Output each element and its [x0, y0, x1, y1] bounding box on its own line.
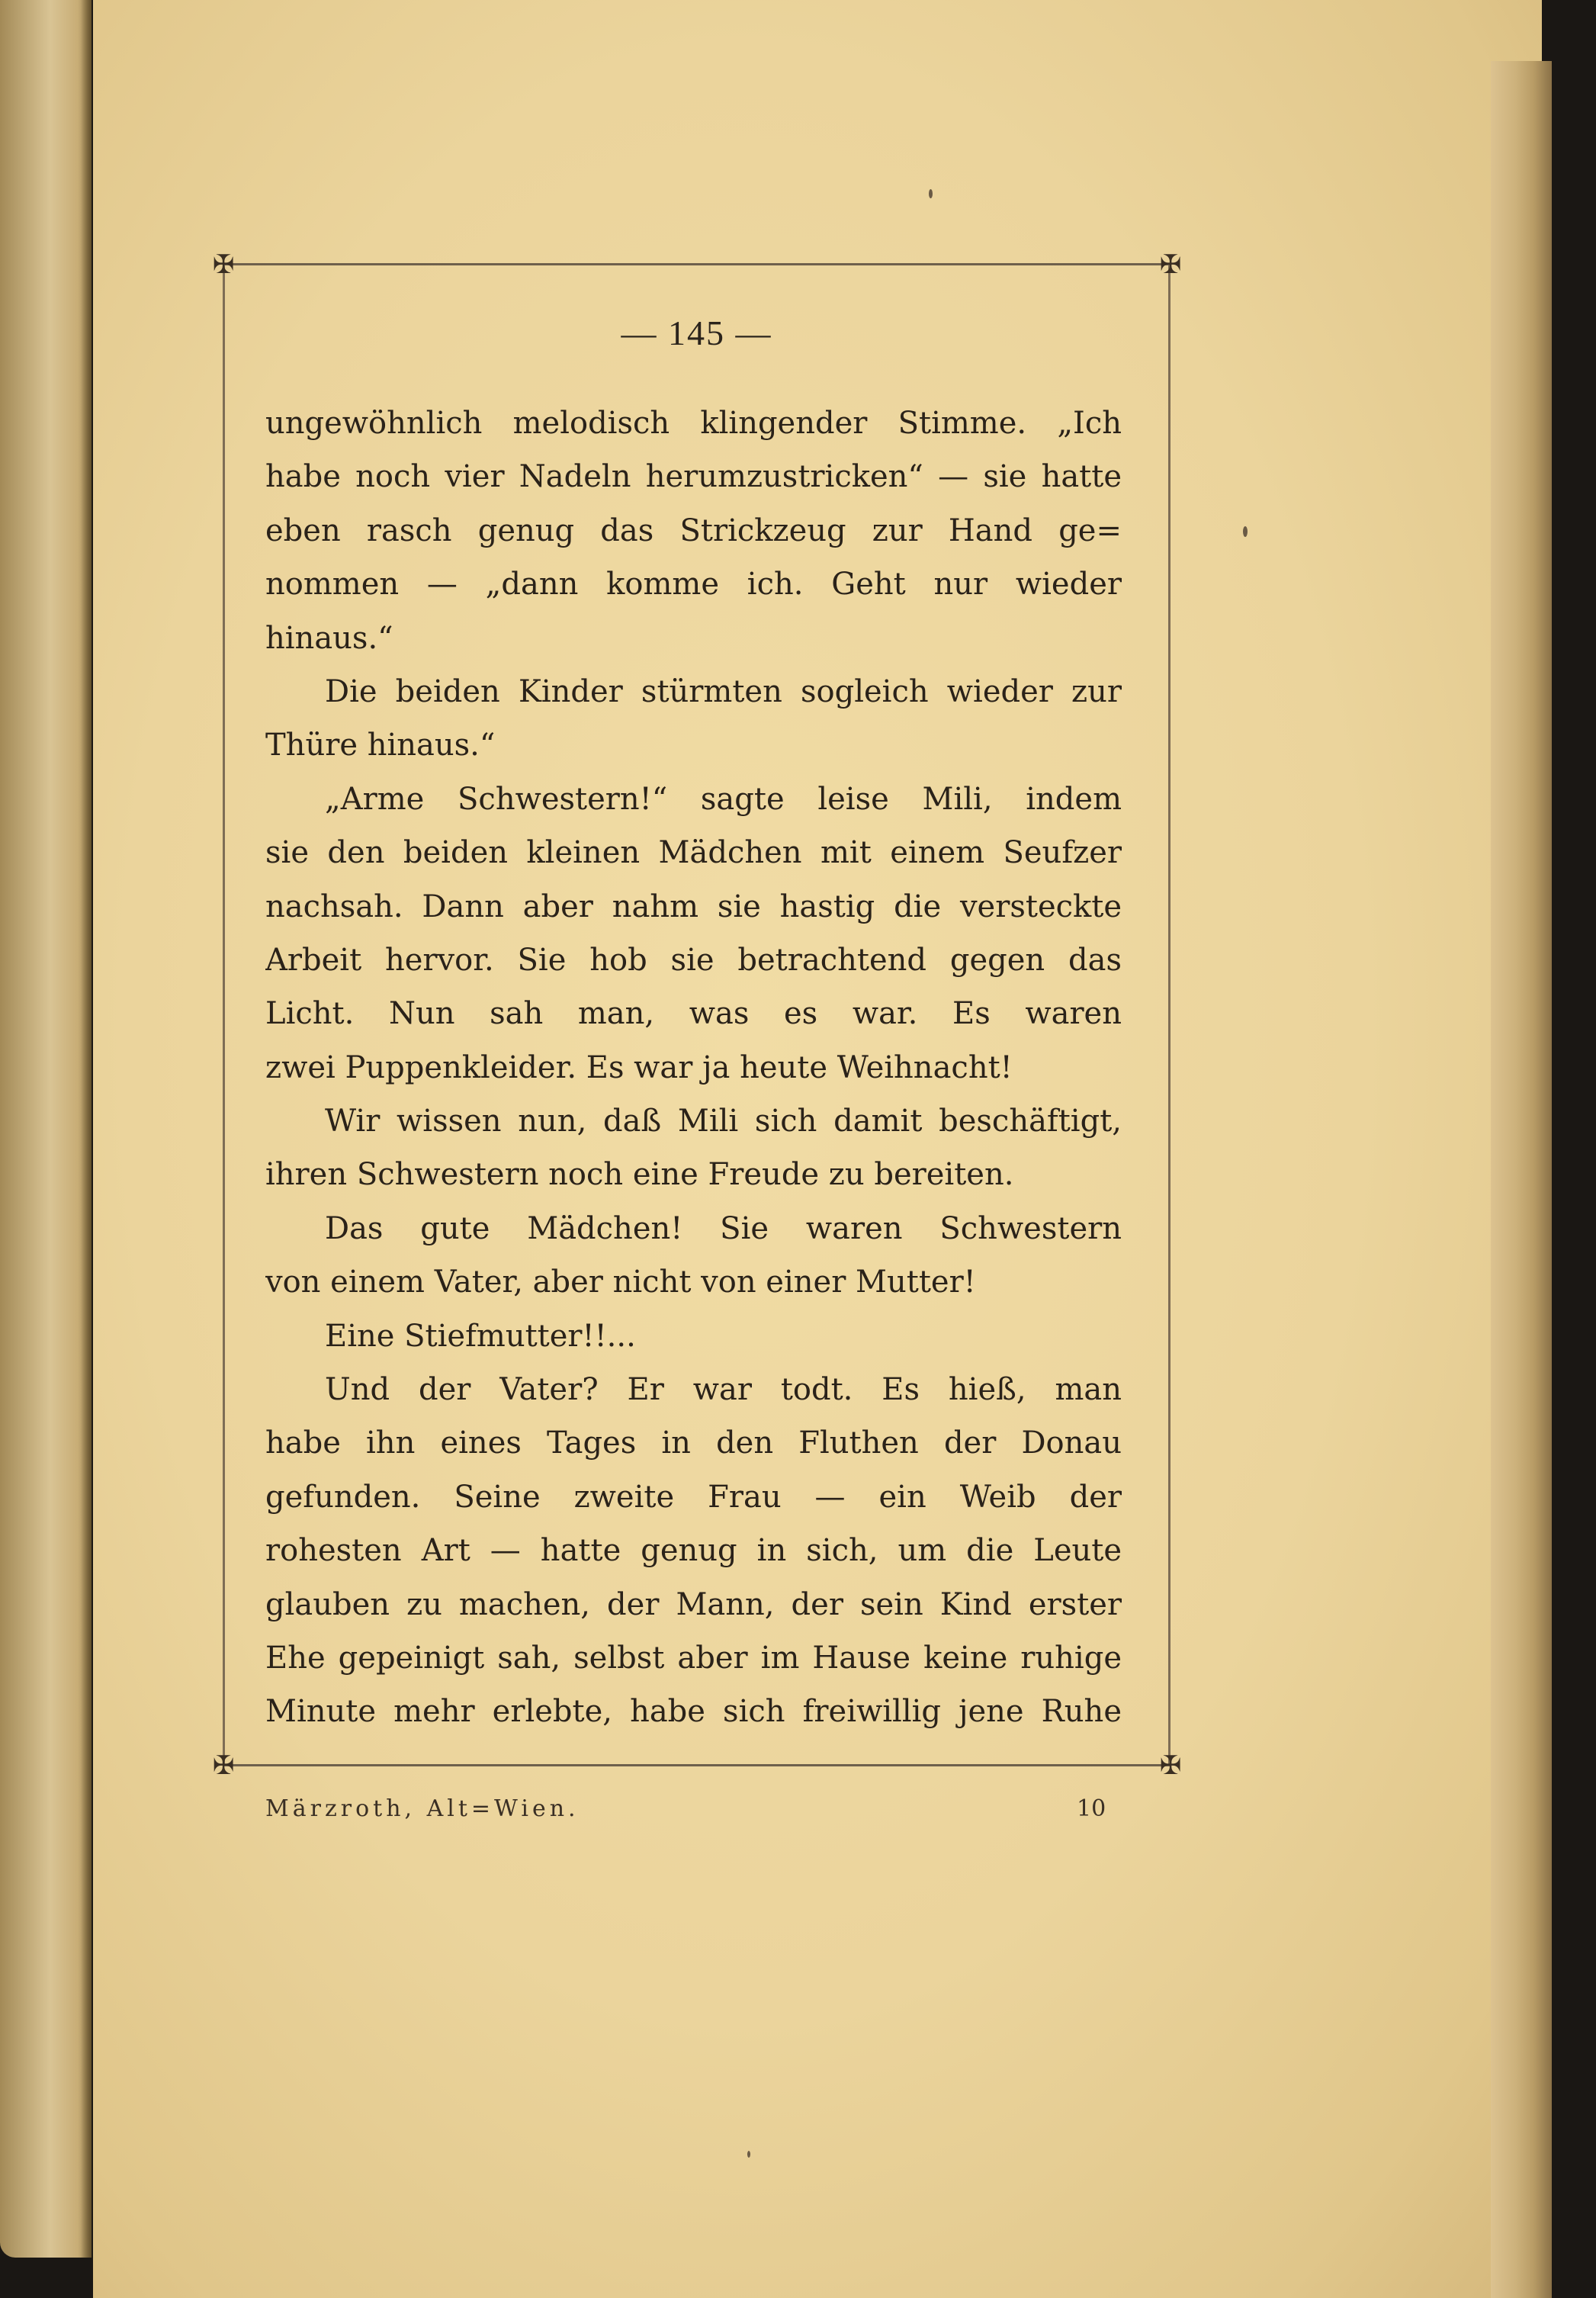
body-text: [265, 397, 1122, 1739]
text-line: rohesten Art — hatte genug in sich, um die Leute: [265, 1533, 1122, 1569]
text-line: nommen — „dann komme ich. Geht nur wieder: [265, 567, 1122, 603]
text-line: sie den beiden kleinen Mädchen mit einem Seufzer: [265, 835, 1122, 871]
text-line: habe noch vier Nadeln herumzustricken“ — sie hatte: [265, 459, 1122, 495]
text-line: Eine Stiefmutter!!...: [325, 1318, 636, 1354]
text-line: hinaus.“: [265, 620, 393, 656]
text-line: ihren Schwestern noch eine Freude zu bereiten.: [265, 1157, 1014, 1193]
text-line: nachsah. Dann aber nahm sie hastig die versteckte: [265, 889, 1122, 924]
text-line: habe ihn eines Tages in den Fluthen der Donau: [265, 1425, 1122, 1461]
text-line: glauben zu machen, der Mann, der sein Kind erster: [265, 1586, 1122, 1622]
paper-speck: [1243, 526, 1248, 537]
text-line: Und der Vater? Er war todt. Es hieß, man: [325, 1372, 1122, 1408]
corner-ornament-icon: ✠: [1159, 1750, 1182, 1781]
corner-ornament-icon: ✠: [212, 1750, 235, 1781]
sheet-number: 10: [1077, 1795, 1106, 1822]
text-line: Ehe gepeinigt sah, selbst aber im Hause keine ruhige: [265, 1640, 1122, 1676]
text-line: Arbeit hervor. Sie hob sie betrachtend gegen das: [265, 942, 1122, 978]
facing-page-edge: [0, 0, 92, 2258]
printer-signature: Märzroth, Alt=Wien.: [265, 1795, 580, 1822]
text-line: Licht. Nun sah man, was es war. Es waren: [265, 996, 1122, 1032]
corner-ornament-icon: ✠: [212, 249, 235, 280]
corner-ornament-icon: ✠: [1159, 249, 1182, 280]
paper-speck: [929, 189, 933, 198]
page-stack-edge: [1491, 61, 1552, 2298]
text-line: Minute mehr erlebte, habe sich freiwillig jene Ruhe: [265, 1694, 1122, 1730]
text-line: eben rasch genug das Strickzeug zur Hand ge=: [265, 513, 1122, 548]
bottom-rule: [223, 1764, 1171, 1766]
paper-speck: [747, 2151, 750, 2158]
top-rule: [223, 263, 1171, 265]
text-line: ungewöhnlich melodisch klingender Stimme. „Ich: [265, 406, 1122, 441]
text-line: „Arme Schwestern!“ sagte leise Mili, indem: [325, 781, 1122, 817]
text-line: Wir wissen nun, daß Mili sich damit beschäftigt,: [325, 1104, 1122, 1139]
page-number-header: — 145 —: [621, 313, 772, 352]
text-line: Die beiden Kinder stürmten sogleich wieder zur: [325, 673, 1122, 709]
text-line: von einem Vater, aber nicht von einer Mutter!: [265, 1265, 976, 1300]
text-line: zwei Puppenkleider. Es war ja heute Weihnacht!: [265, 1049, 1013, 1085]
text-line: Thüre hinaus.“: [265, 728, 496, 763]
text-line: Das gute Mädchen! Sie waren Schwestern: [325, 1210, 1122, 1246]
text-line: gefunden. Seine zweite Frau — ein Weib der: [265, 1479, 1122, 1515]
